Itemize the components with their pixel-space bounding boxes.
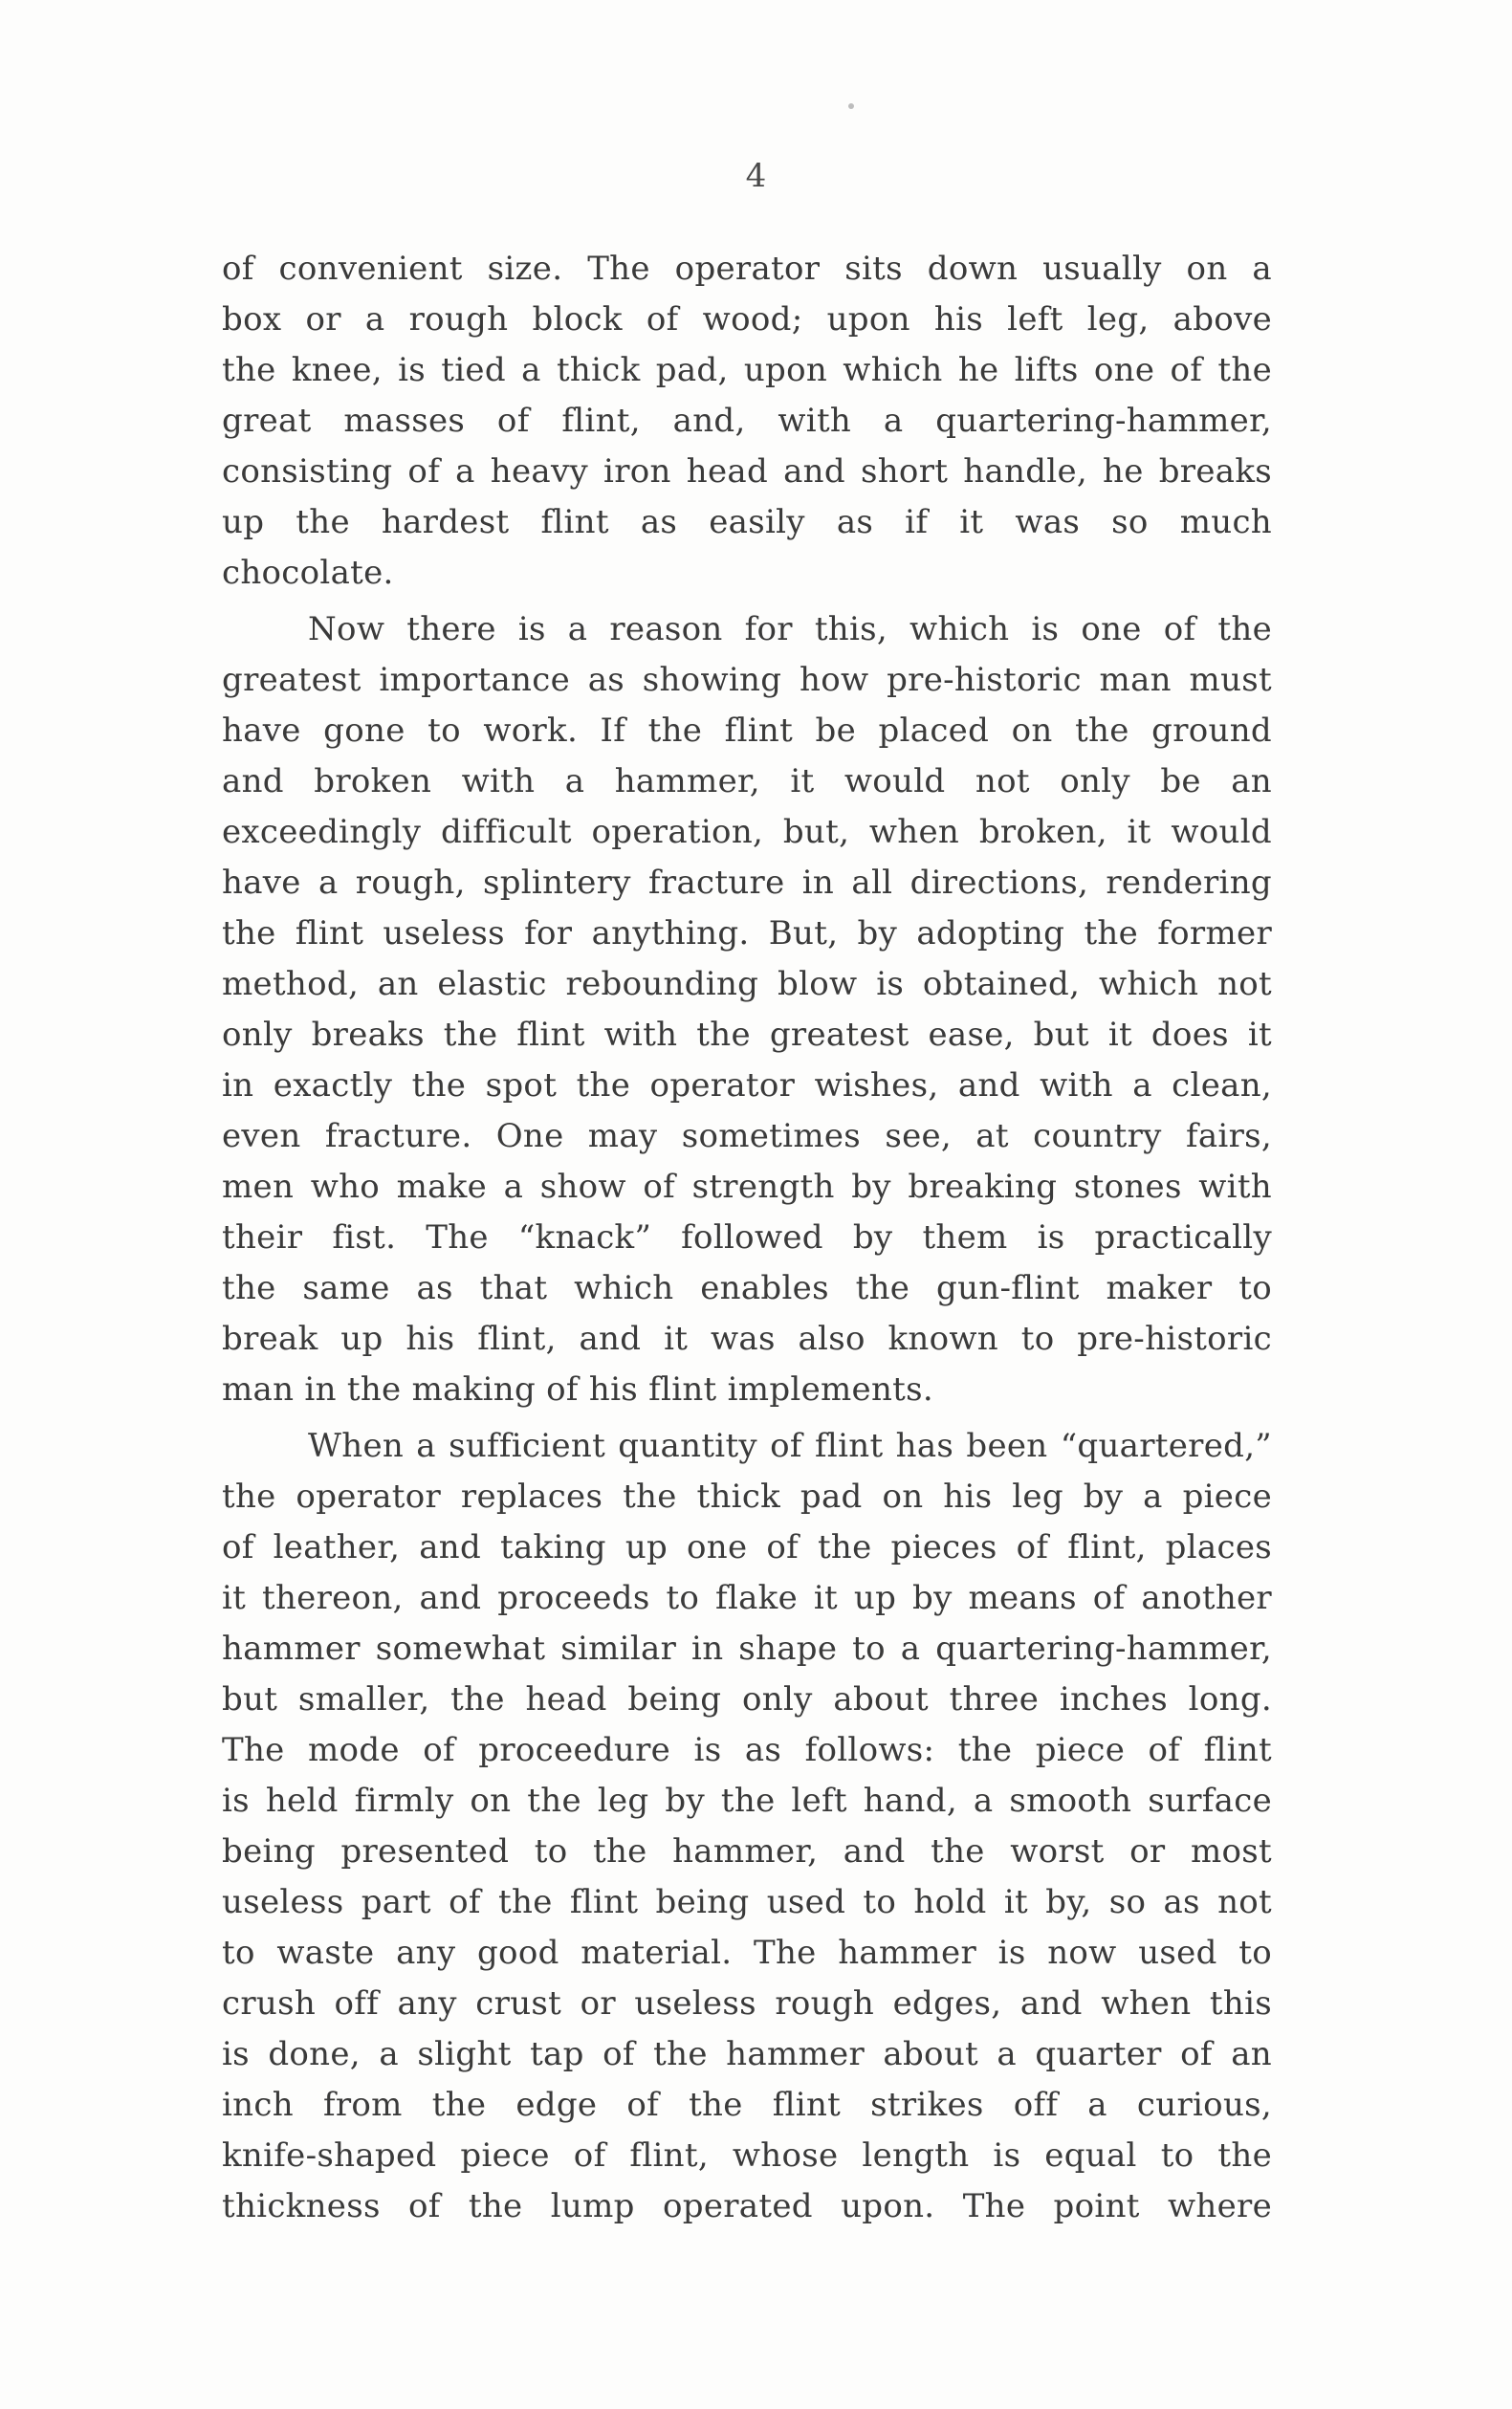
text-line: the flint useless for anything. But, by adopting the former	[222, 914, 1272, 953]
text-line: being presented to the hammer, and the worst or most	[222, 1832, 1272, 1871]
text-line: crush off any crust or useless rough edges, and when this	[222, 1984, 1272, 2023]
paragraph-3	[222, 1421, 1272, 2232]
text-line: men who make a show of strength by breaking stones with	[222, 1168, 1272, 1206]
text-line: thickness of the lump operated upon. The point where	[222, 2187, 1272, 2225]
text-line: method, an elastic rebounding blow is obtained, which not	[222, 965, 1272, 1003]
page-number: 4	[745, 157, 767, 195]
text-line: only breaks the flint with the greatest ease, but it does it	[222, 1016, 1272, 1054]
text-line: chocolate.	[222, 554, 394, 592]
text-line: their fist. The “knack” followed by them is practically	[222, 1218, 1272, 1257]
text-line: useless part of the flint being used to hold it by, so as not	[222, 1883, 1272, 1921]
text-line: knife-shaped piece of flint, whose length is equal to the	[222, 2136, 1272, 2175]
text-line: of convenient size. The operator sits down usually on a	[222, 250, 1272, 288]
text-line: up the hardest flint as easily as if it was so much	[222, 503, 1272, 541]
text-line: greatest importance as showing how pre-historic man must	[222, 661, 1272, 699]
text-line: is done, a slight tap of the hammer about a quarter of an	[222, 2035, 1272, 2073]
text-line: When a sufficient quantity of flint has been “quartered,”	[308, 1427, 1272, 1465]
text-line: inch from the edge of the flint strikes off a curious,	[222, 2086, 1272, 2124]
text-line: exceedingly difficult operation, but, when broken, it would	[222, 813, 1272, 851]
paragraph-2	[222, 604, 1272, 1415]
text-line: and broken with a hammer, it would not only be an	[222, 762, 1272, 800]
text-line: to waste any good material. The hammer is now used to	[222, 1934, 1272, 1972]
text-line: the knee, is tied a thick pad, upon which he lifts one of the	[222, 351, 1272, 389]
text-line: even fracture. One may sometimes see, at country fairs,	[222, 1117, 1272, 1155]
text-line: consisting of a heavy iron head and short handle, he breaks	[222, 452, 1272, 491]
text-line: of leather, and taking up one of the pieces of flint, places	[222, 1528, 1272, 1566]
text-line: is held firmly on the leg by the left hand, a smooth surface	[222, 1782, 1272, 1820]
text-line: The mode of proceedure is as follows: the piece of flint	[222, 1731, 1272, 1769]
text-line: in exactly the spot the operator wishes, and with a clean,	[222, 1066, 1272, 1105]
text-line: it thereon, and proceeds to flake it up by means of another	[222, 1579, 1272, 1617]
text-line: have a rough, splintery fracture in all directions, rendering	[222, 864, 1272, 902]
text-line: but smaller, the head being only about three inches long.	[222, 1680, 1272, 1719]
text-line: the operator replaces the thick pad on his leg by a piece	[222, 1478, 1272, 1516]
text-line: Now there is a reason for this, which is one of the	[308, 610, 1272, 648]
text-line: man in the making of his flint implements.	[222, 1370, 933, 1409]
text-line: have gone to work. If the flint be placed on the ground	[222, 712, 1272, 750]
text-line: great masses of flint, and, with a quartering-hammer,	[222, 402, 1272, 440]
text-line: box or a rough block of wood; upon his left leg, above	[222, 300, 1272, 339]
text-line: the same as that which enables the gun-flint maker to	[222, 1269, 1272, 1307]
text-line: hammer somewhat similar in shape to a quartering-hammer,	[222, 1630, 1272, 1668]
scan-speck	[848, 103, 854, 109]
body-text	[222, 244, 1272, 2238]
text-line: break up his flint, and it was also known to pre-historic	[222, 1320, 1272, 1358]
paragraph-1	[222, 244, 1272, 599]
